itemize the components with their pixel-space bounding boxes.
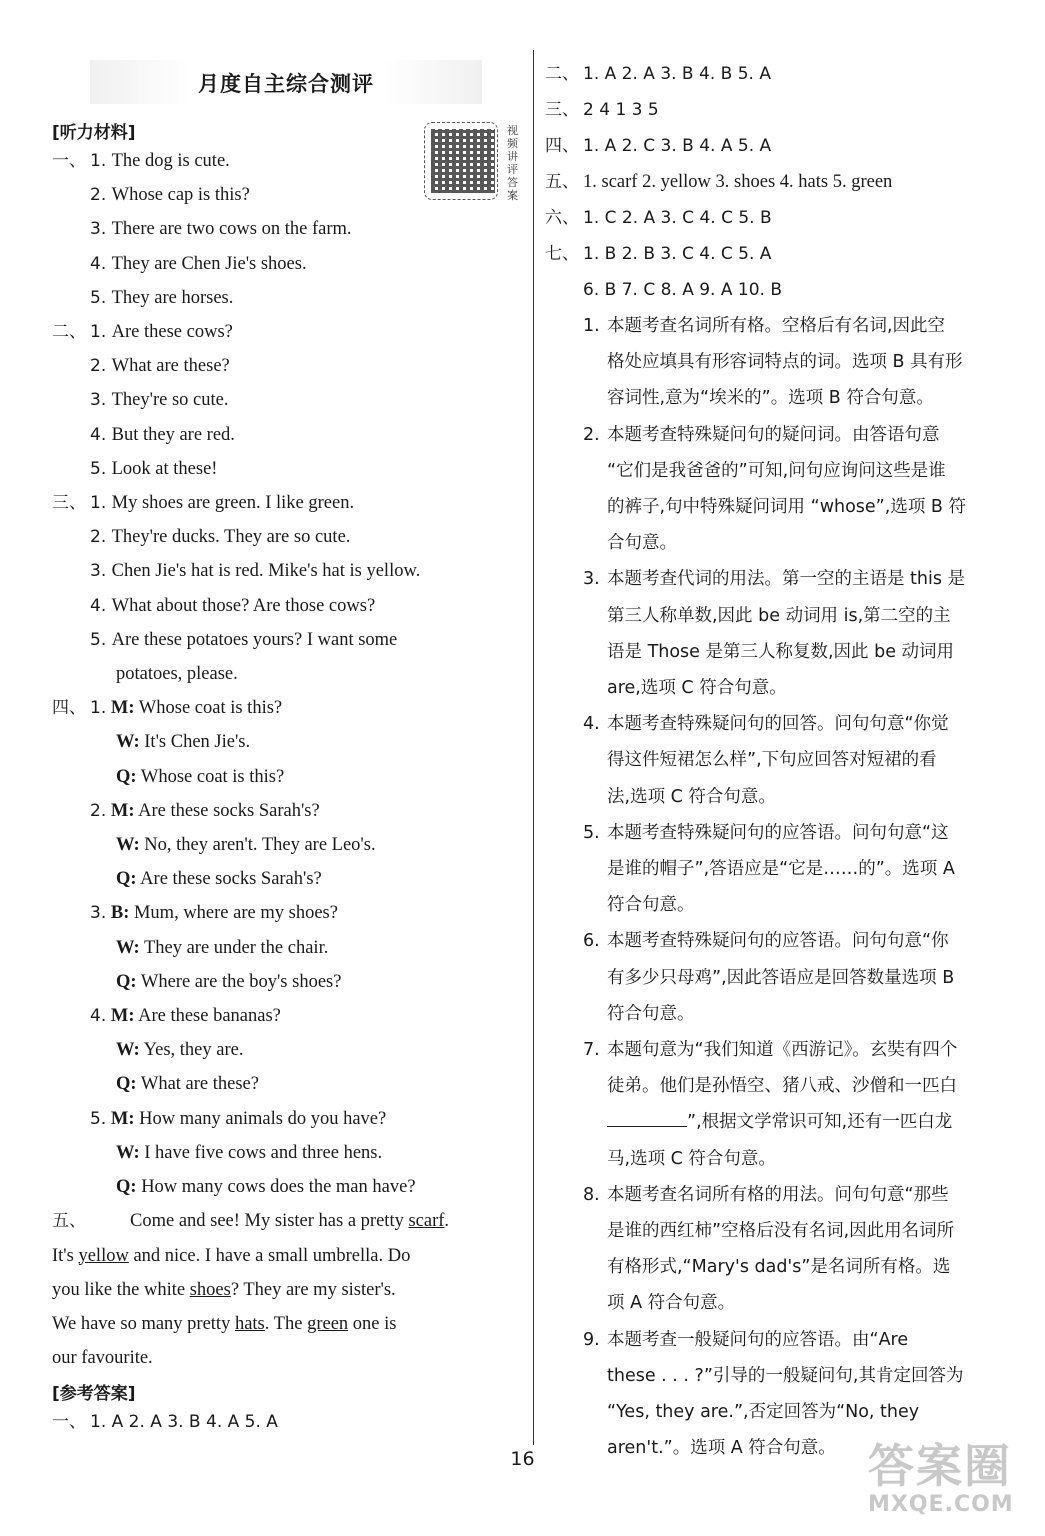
explanation-4: 4. 本题考查特殊疑问句的回答。问句句意“你觉 得这件短裙怎么样”,下句应回答对短裙的看 法,选项 C 符合句意。 (583, 714, 949, 807)
answer-row-5: 五、 1. scarf 2. yellow 3. shoes 4. hats 5. green (545, 172, 893, 192)
dialog-line: Q: What are these? (116, 1074, 259, 1095)
dialog-line: W: No, they aren't. They are Leo's. (116, 835, 376, 856)
list-item: 2. They're ducks. They are so cute. (90, 527, 351, 548)
explanation-2: 2. 本题考查特殊疑问句的疑问词。由答语句意 “它们是我爸爸的”可知,问句应询问这些是谁 的裤子,句中特殊疑问词用 “whose”,选项 B 符 合句意。 (583, 424, 966, 554)
list-item: 2. What are these? (90, 356, 230, 377)
page-number: 16 (510, 1448, 535, 1470)
answer-row-6: 六、 1. C 2. A 3. C 4. C 5. B (545, 208, 772, 228)
dialog-line: Q: How many cows does the man have? (116, 1177, 416, 1198)
passage-line: We have so many pretty hats. The green one is (52, 1313, 397, 1334)
list-item: 5. Look at these! (90, 458, 218, 479)
explanation-6: 6. 本题考查特殊疑问句的应答语。问句句意“你 有多少只母鸡”,因此答语应是回答数量选项 B 符合句意。 (583, 931, 955, 1024)
list-item: 4. They are Chen Jie's shoes. (90, 253, 307, 274)
dialog-line: 四、 1. M: Whose coat is this? (52, 698, 283, 719)
explanations (545, 308, 1023, 1467)
list-item: 3. They're so cute. (90, 390, 229, 411)
explanation-7: 7. 本题句意为“我们知道《西游记》。玄奘有四个 徒弟。他们是孙悟空、猪八戒、沙僧和一匹白 ”,根据文学常识可知,还有一匹白龙 马,选项 C 符合句意。 (583, 1040, 958, 1169)
page-title: 月度自主综合测评 (198, 72, 374, 96)
list-item: 4. But they are red. (90, 424, 235, 445)
dialog-line: 3. B: Mum, where are my shoes? (90, 903, 338, 924)
list-item: 3. Chen Jie's hat is red. Mike's hat is yellow. (90, 561, 421, 582)
left-column (52, 60, 522, 1440)
dialog-line: 2. M: Are these socks Sarah's? (90, 800, 320, 821)
answer-row-2: 二、 1. A 2. A 3. B 4. B 5. A (545, 64, 771, 84)
passage-line: our favourite. (52, 1348, 153, 1369)
dialog-line: Q: Where are the boy's shoes? (116, 971, 342, 992)
dialog-line: Q: Are these socks Sarah's? (116, 869, 322, 890)
dialog-line: W: I have five cows and three hens. (116, 1142, 383, 1163)
list-item-continued: potatoes, please. (116, 664, 238, 685)
watermark-url: MXQE.COM (868, 1492, 1014, 1517)
listening-part-5 (52, 1204, 522, 1375)
list-item: 三、 1. My shoes are green. I like green. (52, 493, 355, 514)
list-item: 一、 1. The dog is cute. (52, 151, 230, 171)
explanation-3: 3. 本题考查代词的用法。第一空的主语是 this 是 第三人称单数,因此 be 动词用 is,第二空的主 语是 Those 是第三人称复数,因此 be 动词用 are,选项 C 符合句意。 (583, 569, 966, 699)
answers-heading: [参考答案] (52, 1384, 136, 1405)
dialog-line: 5. M: How many animals do you have? (90, 1108, 387, 1129)
listening-part-4 (52, 691, 522, 1204)
dialog-line: W: They are under the chair. (116, 937, 329, 958)
answer-row-1: 一、 1. A 2. A 3. B 4. A 5. A (52, 1412, 278, 1433)
qr-label: 视频讲评答案 (507, 124, 518, 202)
right-column (545, 56, 1023, 1467)
list-item: 2. Whose cap is this? (90, 185, 250, 206)
qr-code[interactable] (424, 122, 498, 200)
fill-blank (607, 1108, 687, 1127)
watermark-logo: 答案圈 (868, 1439, 1012, 1493)
list-item: 3. There are two cows on the farm. (90, 219, 352, 240)
listening-part-3 (52, 486, 522, 691)
explanation-5: 5. 本题考查特殊疑问句的应答语。问句句意“这 是谁的帽子”,答语应是“它是……的”。选项 A 符合句意。 (583, 822, 955, 916)
dialog-line: W: It's Chen Jie's. (116, 732, 251, 753)
dialog-line: 4. M: Are these bananas? (90, 1006, 281, 1027)
list-item: 二、 1. Are these cows? (52, 322, 233, 343)
title-banner (90, 60, 482, 104)
qr-code-icon (431, 129, 495, 193)
dialog-line: Q: Whose coat is this? (116, 766, 285, 787)
answer-row-7: 七、 1. B 2. B 3. C 4. C 5. A (545, 244, 772, 264)
passage-line: It's yellow and nice. I have a small umbrella. Do (52, 1245, 411, 1266)
list-item: 4. What about those? Are those cows? (90, 595, 376, 616)
explanation-8: 8. 本题考查名词所有格的用法。问句句意“那些 是谁的西红柿”空格后没有名词,因此用名词所 有格形式,“Mary's dad's”是名词所有格。选 项 A 符合句意。 (583, 1184, 955, 1314)
listening-heading: [听力材料] (52, 123, 136, 143)
answer-row-7b: 6. B 7. C 8. A 9. A 10. B (583, 280, 783, 300)
list-item: 5. Are these potatoes yours? I want some (90, 629, 398, 650)
dialog-line: W: Yes, they are. (116, 1040, 244, 1061)
list-item: 5. They are horses. (90, 287, 234, 308)
answer-row-4: 四、 1. A 2. C 3. B 4. A 5. A (545, 136, 772, 156)
explanation-1: 1. 本题考查名词所有格。空格后有名词,因此空 格处应填具有形容词特点的词。选项 B 具有形 容词性,意为“埃米的”。选项 B 符合句意。 (583, 316, 963, 409)
passage-line: you like the white shoes? They are my sister's. (52, 1279, 396, 1300)
passage-line: 五、 Come and see! My sister has a pretty scarf. (52, 1211, 450, 1232)
column-divider (533, 50, 534, 1445)
listening-part-2 (52, 315, 522, 486)
watermark (868, 1440, 1028, 1530)
answer-row-3: 三、 2 4 1 3 5 (545, 100, 659, 120)
explanation-9: 9. 本题考查一般疑问句的应答语。由“Are these . . . ?”引导的一般疑问句,其肯定回答为 “Yes, they are.”,否定回答为“No, they aren't.”。选项 A 符合句意。 (583, 1329, 964, 1459)
